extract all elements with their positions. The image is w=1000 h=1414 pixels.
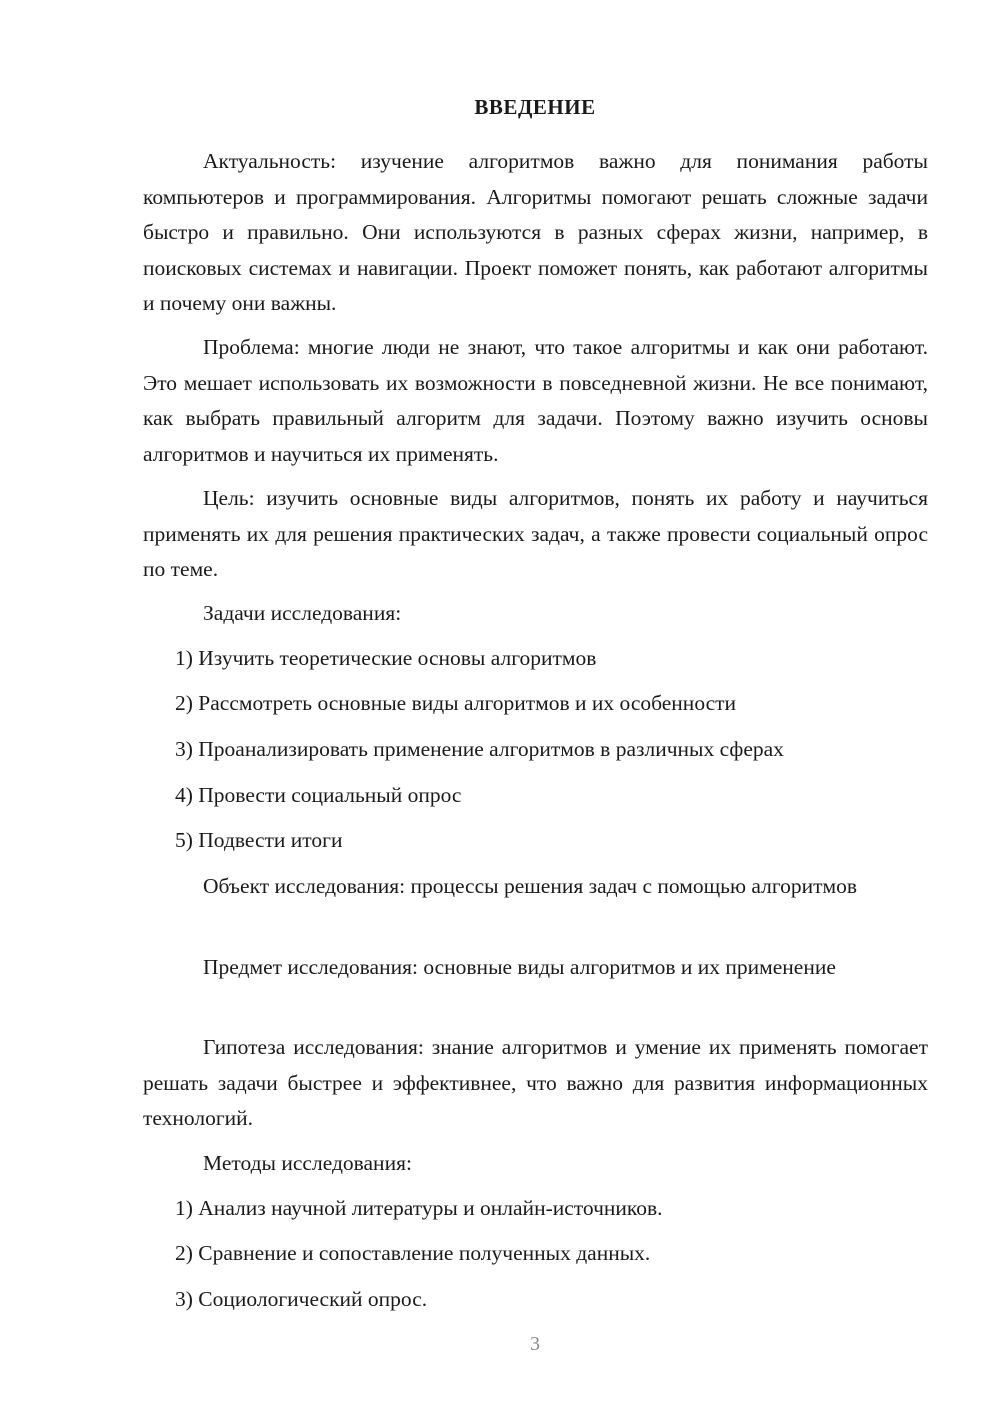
subject-paragraph: Предмет исследования: основные виды алгоритмов и их применение [203, 955, 836, 979]
page-number: 3 [530, 1333, 540, 1355]
hypothesis-paragraph: Гипотеза исследования: знание алгоритмов и умение их применять помогает решать задачи быстрее и эффективнее, что важно для развития информационных технологий. [143, 1035, 928, 1130]
page-title: ВВЕДЕНИЕ [474, 95, 596, 119]
method-item: 1) Анализ научной литературы и онлайн-источников. [175, 1196, 663, 1220]
goal-paragraph: Цель: изучить основные виды алгоритмов, понять их работу и научиться применять их для решения практических задач, а также провести социальный опрос по теме. [143, 486, 928, 581]
tasks-heading: Задачи исследования: [203, 601, 402, 625]
task-item: 2) Рассмотреть основные виды алгоритмов и их особенности [175, 691, 737, 715]
task-item: 5) Подвести итоги [175, 828, 343, 852]
problem-paragraph: Проблема: многие люди не знают, что такое алгоритмы и как они работают. Это мешает использовать их возможности в повседневной жизни. Не все понимают, как выбрать правильный алгоритм для задачи. Поэтому важно изучить основы алгоритмов и научиться их применять. [143, 335, 928, 466]
method-item: 3) Социологический опрос. [175, 1287, 428, 1311]
task-item: 4) Провести социальный опрос [175, 783, 462, 807]
task-item: 3) Проанализировать применение алгоритмов в различных сферах [175, 737, 784, 761]
methods-heading: Методы исследования: [203, 1151, 412, 1175]
object-paragraph: Объект исследования: процессы решения задач с помощью алгоритмов [203, 874, 858, 898]
relevance-paragraph: Актуальность: изучение алгоритмов важно для понимания работы компьютеров и программирования. Алгоритмы помогают решать сложные задачи быстро и правильно. Они используются в разных сферах жизни, например, в поисковых системах и навигации. Проект поможет понять, как работают алгоритмы и почему они важны. [143, 149, 928, 315]
method-item: 2) Сравнение и сопоставление полученных данных. [175, 1241, 651, 1265]
task-item: 1) Изучить теоретические основы алгоритмов [175, 646, 597, 670]
